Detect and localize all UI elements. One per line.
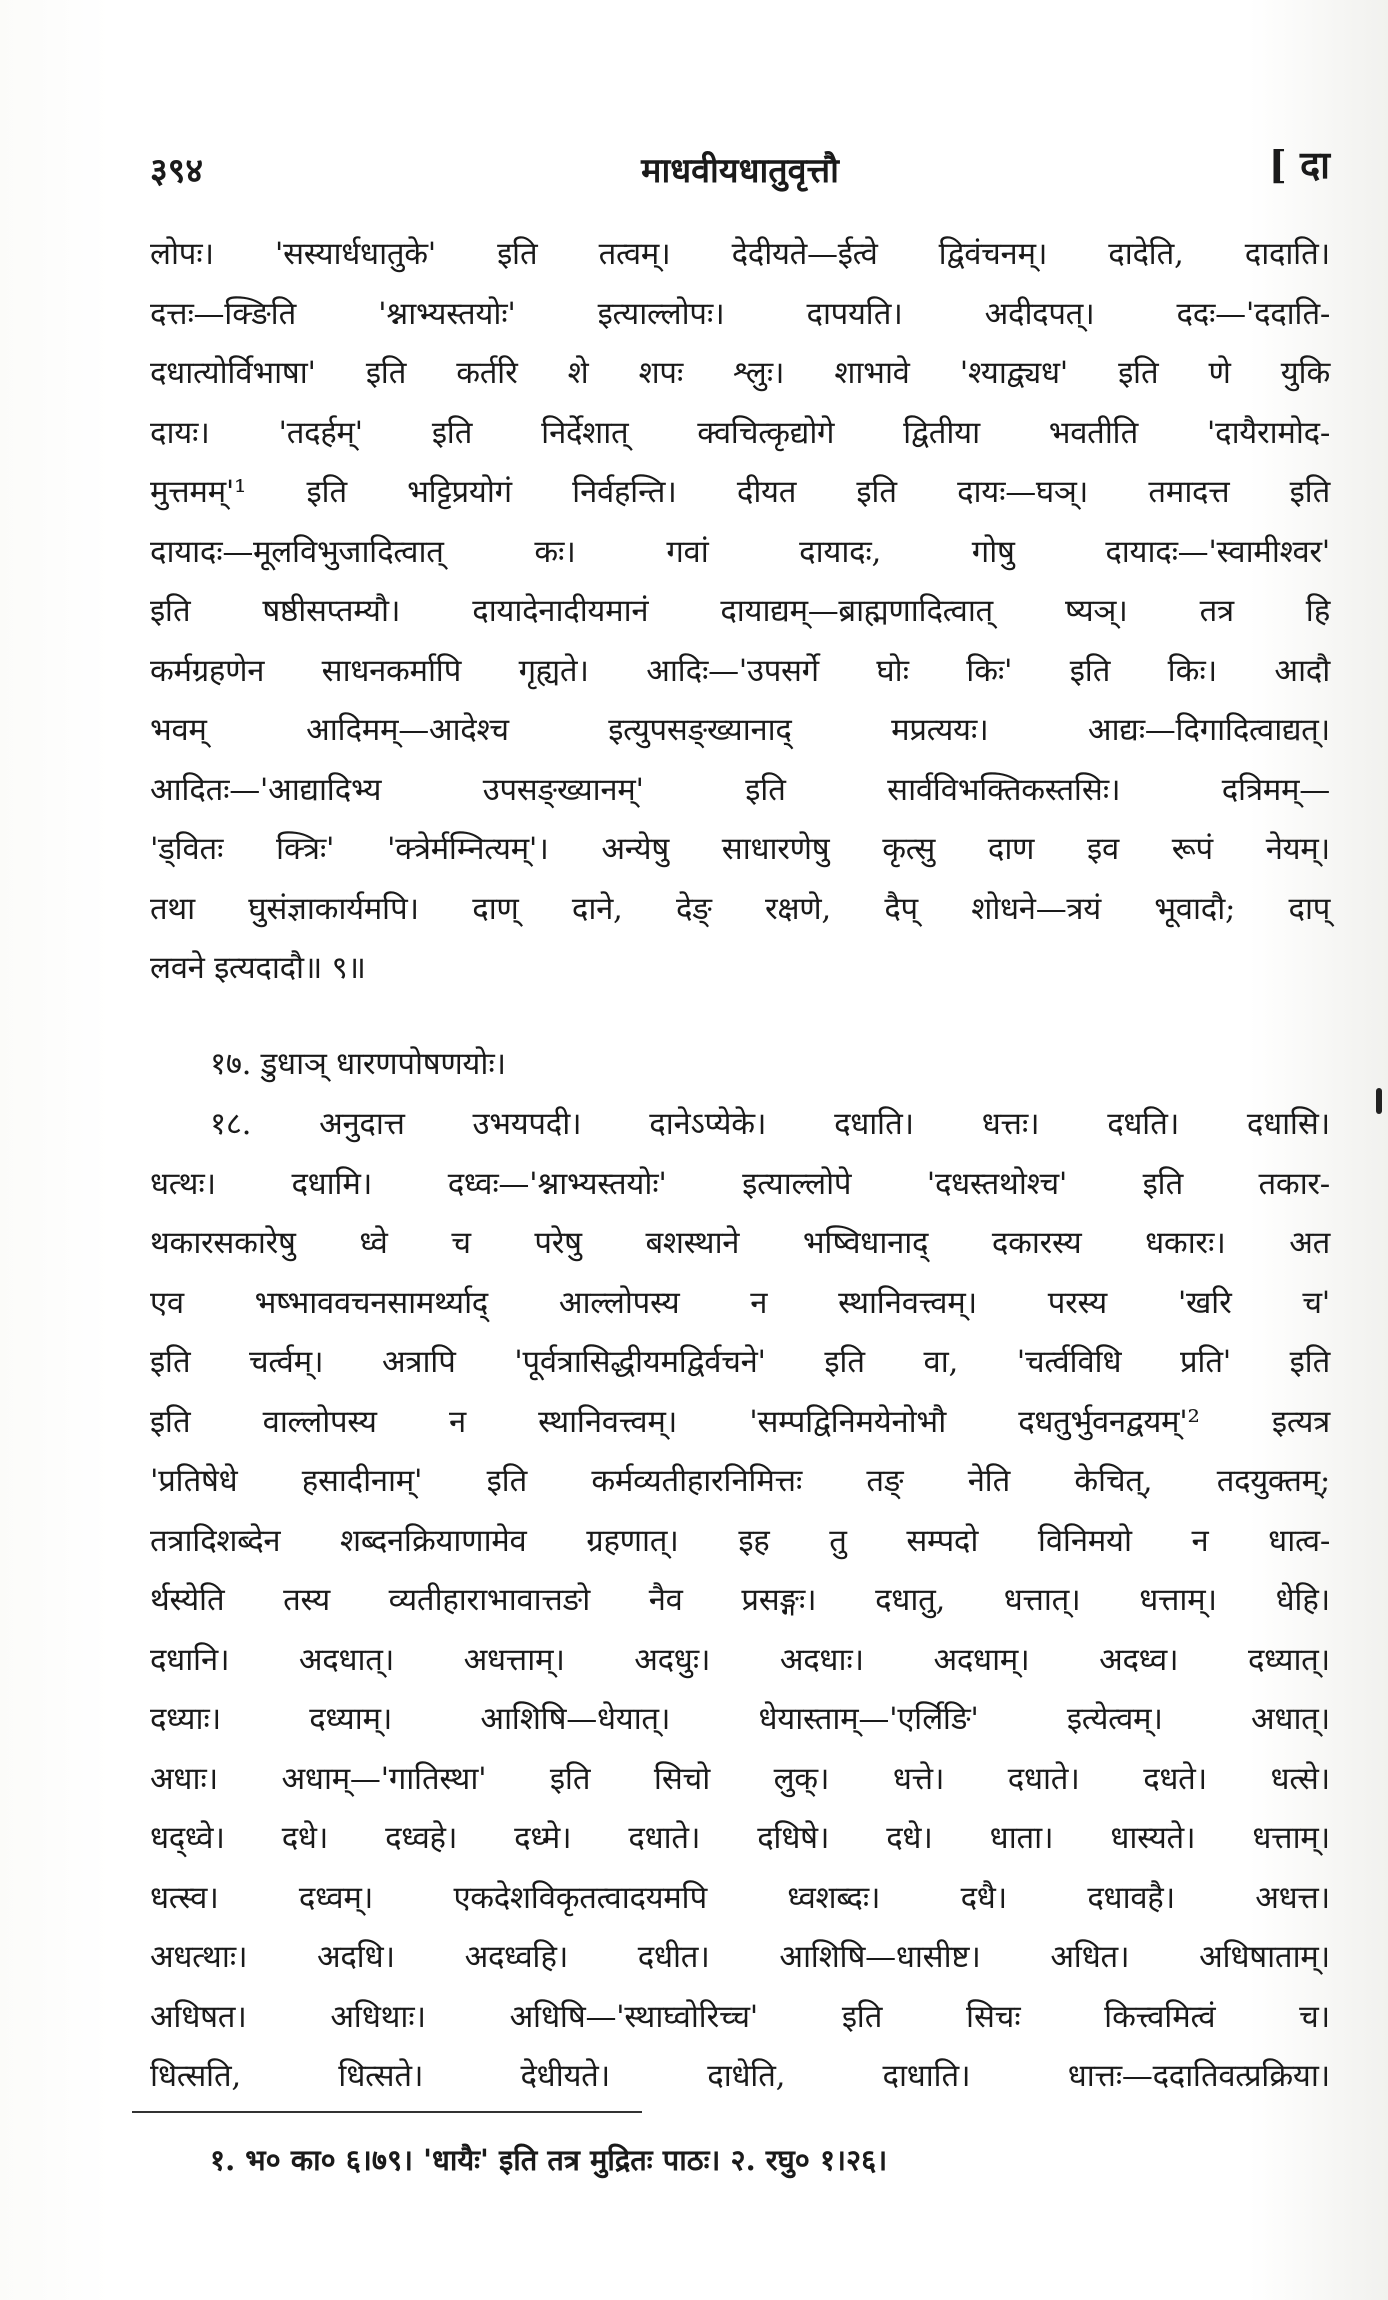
footnote-divider <box>132 2111 642 2113</box>
paragraph-commentary-18 <box>150 1095 1330 2107</box>
text-line: तत्रादिशब्देन शब्दनक्रियाणामेव ग्रहणात्। इह तु सम्पदो विनिमयो न धात्व- <box>150 1522 1330 1559</box>
text-line: अधाः। अधाम्—'गातिस्था' इति सिचो लुक्। धत्ते। दधाते। दधते। धत्से। <box>150 1760 1330 1797</box>
text-line: र्थस्येति तस्य व्यतीहाराभावात्तङो नैव प्रसङ्गः। दधातु, धत्तात्। धत्ताम्। धेहि। <box>150 1582 1330 1618</box>
running-title: माधवीयधातुवृत्तौ <box>641 151 839 191</box>
page-number: ३९४ <box>150 151 204 191</box>
text-line: कर्मग्रहणेन साधनकर्मापि गृह्यते। आदिः—'उपसर्गे घोः किः' इति किः। आदौ <box>150 652 1330 689</box>
footnote: १. भ० का० ६।७९। 'धायैः' इति तत्र मुद्रितः पाठः। २. रघु० १।२६। <box>210 2143 888 2177</box>
text-line: इति वाल्लोपस्य न स्थानिवत्त्वम्। 'सम्पद्विनिमयेनोभौ दधतुर्भुवनद्वयम्'² इत्यत्र <box>150 1403 1330 1440</box>
text-line: धित्सति, धित्सते। देधीयते। दाधेति, दाधाति। धात्तः—ददातिवत्प्रक्रिया। <box>150 2058 1330 2094</box>
text-line: दधात्योर्विभाषा' इति कर्तरि शे शपः श्लुः। शाभावे 'श्याद्व्यध' इति णे युकि <box>150 355 1330 391</box>
text-line: दध्याः। दध्याम्। आशिषि—धेयात्। धेयास्ताम्—'एर्लिङि' इत्येत्वम्। अधात्। <box>150 1701 1330 1737</box>
text-line: 'प्रतिषेधे हसादीनाम्' इति कर्मव्यतीहारनिमित्तः तङ् नेति केचित्, तदयुक्तम्; <box>150 1463 1330 1499</box>
text-line: अधत्थाः। अदधि। अदध्वहि। दधीत। आशिषि—धासीष्ट। अधित। अधिषाताम्। <box>150 1939 1330 1975</box>
text-line: दायः। 'तदर्हम्' इति निर्देशात् क्वचित्कृद्योगे द्वितीया भवतीति 'दायैरामोद- <box>150 414 1330 451</box>
text-line: दधानि। अदधात्। अधत्ताम्। अदधुः। अदधाः। अदधाम्। अदध्व। दध्यात्। <box>150 1641 1330 1678</box>
text-line: तथा घुसंज्ञाकार्यमपि। दाण् दाने, देङ् रक्षणे, दैप् शोधने—त्रयं भूवादौ; दाप् <box>150 890 1330 927</box>
text-line: एव भष्भाववचनसामर्थ्याद् आल्लोपस्य न स्थानिवत्त्वम्। परस्य 'खरि च' <box>150 1284 1330 1321</box>
section-marker: [ दा <box>1268 142 1330 187</box>
text-line: भवम् आदिमम्—आदेश्च इत्युपसङ्ख्यानाद् मप्रत्ययः। आद्यः—दिगादित्वाद्यत्। <box>150 712 1330 748</box>
text-line: लोपः। 'सस्यार्धधातुके' इति तत्वम्। देदीयते—ईत्वे द्विवंचनम्। दादेति, दादाति। <box>150 236 1330 272</box>
text-line: इति षष्ठीसप्तम्यौ। दायादेनादीयमानं दायाद्यम्—ब्राह्मणादित्वात् ष्यञ्। तत्र हि <box>150 593 1330 629</box>
page-header <box>150 138 1330 198</box>
text-line: दायादः—मूलविभुजादित्वात् कः। गवां दायादः, गोषु दायादः—'स्वामीश्वर' <box>150 533 1330 570</box>
text-line: धद्ध्वे। दधे। दध्वहे। दध्मे। दधाते। दधिषे। दधे। धाता। धास्यते। धत्ताम्। <box>150 1820 1330 1856</box>
sutra-17-heading <box>150 1035 1330 1095</box>
text-line: धत्थः। दधामि। दध्वः—'श्नाभ्यस्तयोः' इत्याल्लोपे 'दधस्तथोश्च' इति तकार- <box>150 1165 1330 1202</box>
text-line: अधिषत। अधिथाः। अधिषि—'स्थाघ्वोरिच्च' इति सिचः कित्त्वमित्वं च। <box>150 1998 1330 2035</box>
text-line: इति चर्त्वम्। अत्रापि 'पूर्वत्रासिद्धीयमद्विर्वचने' इति वा, 'चर्त्वविधि प्रति' इति <box>150 1344 1330 1380</box>
text-line: १८. अनुदात्त उभयपदी। दानेऽप्येके। दधाति। धत्तः। दधति। दधासि। <box>210 1106 1330 1142</box>
text-line: 'ड्वितः क्त्रिः' 'क्त्रेर्मम्नित्यम्'। अन्येषु साधारणेषु कृत्सु दाण इव रूपं नेयम्। <box>150 831 1330 867</box>
text-line: मुत्तमम्'¹ इति भट्टिप्रयोगं निर्वहन्ति। दीयत इति दायः—घञ्। तमादत्त इति <box>150 474 1330 510</box>
paragraph-commentary-9 <box>150 225 1330 999</box>
page-edge-mark <box>1376 1088 1382 1114</box>
text-line: थकारसकारेषु ध्वे च परेषु बशस्थाने भष्विधानाद् दकारस्य धकारः। अत <box>150 1225 1330 1261</box>
text-line: आदितः—'आद्यादिभ्य उपसङ्ख्यानम्' इति सार्वविभक्तिकस्तसिः। दत्रिमम्— <box>150 771 1330 808</box>
text-line: धत्स्व। दध्वम्। एकदेशविकृतत्वादयमपि ध्वशब्दः। दधै। दधावहै। अधत्त। <box>150 1879 1330 1916</box>
sutra-line: १७. डुधाञ् धारणपोषणयोः। <box>210 1046 506 1082</box>
text-line: लवने इत्यदादौ॥ ९॥ <box>150 950 366 986</box>
text-line: दत्तः—क्ङिति 'श्नाभ्यस्तयोः' इत्याल्लोपः। दापयति। अदीदपत्। ददः—'ददाति- <box>150 295 1330 332</box>
